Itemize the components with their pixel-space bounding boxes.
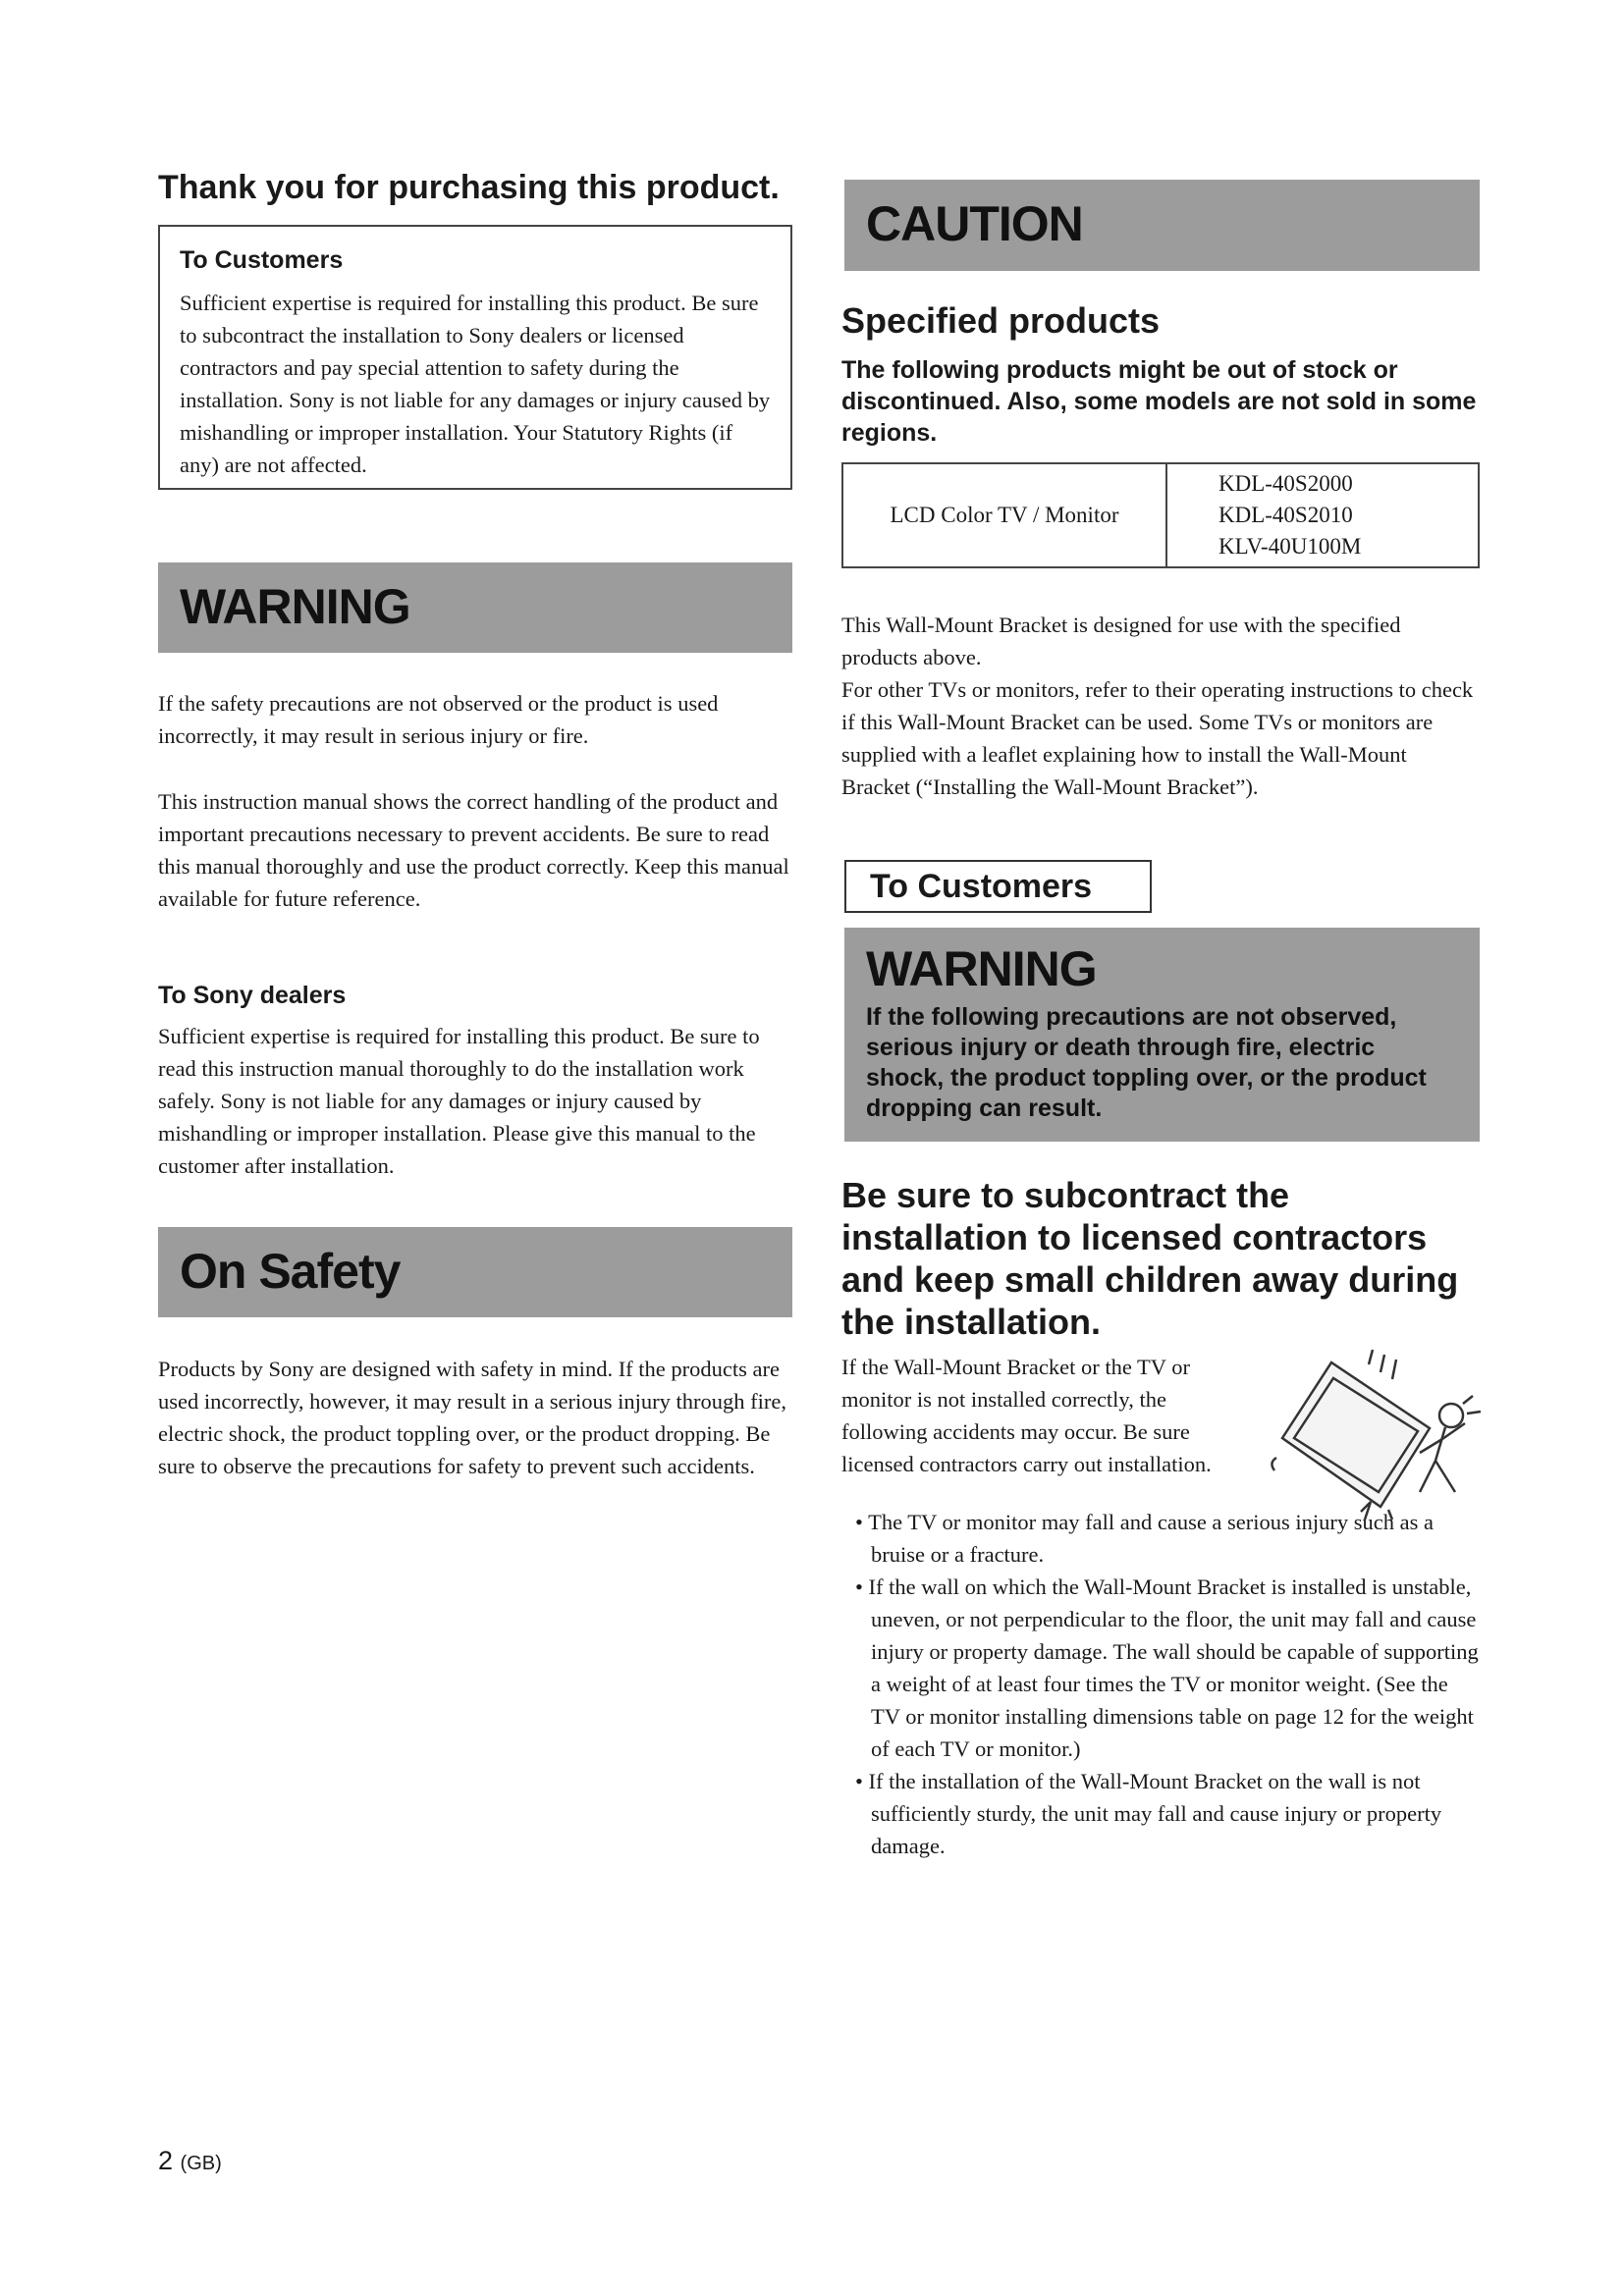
page-number: [158, 2146, 222, 2176]
page-region: (GB): [180, 2153, 222, 2174]
list-item: • If the installation of the Wall-Mount Bracket on the wall is not sufficiently sturdy, the unit may fall and cause injury or property damage.: [855, 1769, 1442, 1858]
hazard-text: If the installation of the Wall-Mount Bracket on the wall is not sufficiently sturdy, the unit may fall and cause injury or property damage.: [868, 1769, 1442, 1858]
warning-banner-title: WARNING: [866, 941, 1097, 996]
table-row: [842, 463, 1479, 567]
warning-paragraph-1: If the safety precautions are not observed or the product is used incorrectly, it may result in serious injury or fire.: [158, 691, 719, 748]
hazard-text: The TV or monitor may fall and cause a serious injury such as a bruise or a fracture.: [868, 1510, 1435, 1567]
warning-paragraph-2: This instruction manual shows the correct handling of the product and important precautions necessary to prevent accidents. Be sure to read this manual thoroughly and use the product correctly. Keep this manual available for future reference.: [158, 789, 789, 911]
product-models-cell: [1166, 463, 1479, 567]
product-type-cell: LCD Color TV / Monitor: [842, 463, 1166, 567]
to-customers-tab: To Customers: [844, 860, 1152, 913]
bracket-usage-text: This Wall-Mount Bracket is designed for use with the specified products above. For other TVs or monitors, refer to their operating instructions to check if this Wall-Mount Bracket can be used. Some TVs or monitors are supplied with a leaflet explaining how to install the Wall-Mount Bracket (“Installing the Wall-Mount Bracket”).: [841, 613, 1474, 799]
falling-tv-illustration: [1263, 1345, 1489, 1522]
on-safety-text: Products by Sony are designed with safety in mind. If the products are used incorrectly, however, it may result in a serious injury through fire, electric shock, the product toppling over, or the product dropping. Be sure to observe the precautions for safety to prevent such accidents.: [158, 1357, 786, 1478]
on-safety-title: On Safety: [180, 1244, 401, 1299]
model-number: KDL-40S2000: [1218, 471, 1353, 496]
model-number: KLV-40U100M: [1218, 534, 1362, 559]
warning-banner-left: [158, 562, 792, 653]
specified-products-note: The following products might be out of stock or discontinued. Also, some models are not sold in some regions.: [841, 356, 1477, 447]
to-customers-box: [158, 225, 792, 490]
list-item: • If the wall on which the Wall-Mount Bracket is installed is unstable, uneven, or not perpendicular to the floor, the unit may fall and cause injury or property damage. The wall should be capable of supporting a weight of at least four times the TV or monitor weight. (See the TV or monitor installing dimensions table on page 12 for the weight of each TV or monitor.): [855, 1575, 1479, 1761]
caution-title: CAUTION: [866, 196, 1083, 251]
specified-products-heading: Specified products: [841, 300, 1161, 341]
to-customers-text: Sufficient expertise is required for installing this product. Be sure to subcontract the installation to Sony dealers or licensed contractors and pay special attention to safety during the installation. Sony is not liable for any damages or injury caused by mishandling or improper installation. Your Statutory Rights (if any) are not affected.: [180, 291, 771, 477]
page-number-value: 2: [158, 2146, 174, 2175]
hazard-text: If the wall on which the Wall-Mount Bracket is installed is unstable, uneven, or not perpendicular to the floor, the unit may fall and cause injury or property damage. The wall should be capable of supporting a weight of at least four times the TV or monitor weight. (See the TV or monitor installing dimensions table on page 12 for the weight of each TV or monitor.): [868, 1575, 1479, 1761]
warning-banner-title: WARNING: [180, 579, 410, 634]
sony-dealers-title: To Sony dealers: [158, 982, 347, 1009]
page-heading: Thank you for purchasing this product.: [158, 169, 780, 206]
sony-dealers-text: Sufficient expertise is required for installing this product. Be sure to read this instruction manual thoroughly to do the installation work safely. Sony is not liable for any damages or injury caused by mishandling or improper installation. Please give this manual to the customer after installation.: [158, 1024, 760, 1178]
caution-banner: [844, 180, 1480, 271]
to-customers-title: To Customers: [180, 246, 344, 274]
list-item: • The TV or monitor may fall and cause a serious injury such as a bruise or a fracture.: [855, 1510, 1435, 1567]
model-number: KDL-40S2010: [1218, 503, 1353, 527]
warning-banner-subtext: If the following precautions are not observed, serious injury or death through fire, electric shock, the product toppling over, or the product dropping can result.: [866, 1003, 1427, 1122]
products-table: [841, 462, 1480, 568]
hazard-list: [841, 1506, 1480, 1862]
sony-dealers-section: [158, 982, 792, 1182]
on-safety-banner: [158, 1227, 792, 1317]
installation-intro-text: If the Wall-Mount Bracket or the TV or monitor is not installed correctly, the following accidents may occur. Be sure licensed contractors carry out installation.: [841, 1355, 1212, 1476]
warning-banner-right: [844, 928, 1480, 1142]
subcontract-heading: Be sure to subcontract the installation to licensed contractors and keep small children away during the installation.: [841, 1175, 1459, 1342]
